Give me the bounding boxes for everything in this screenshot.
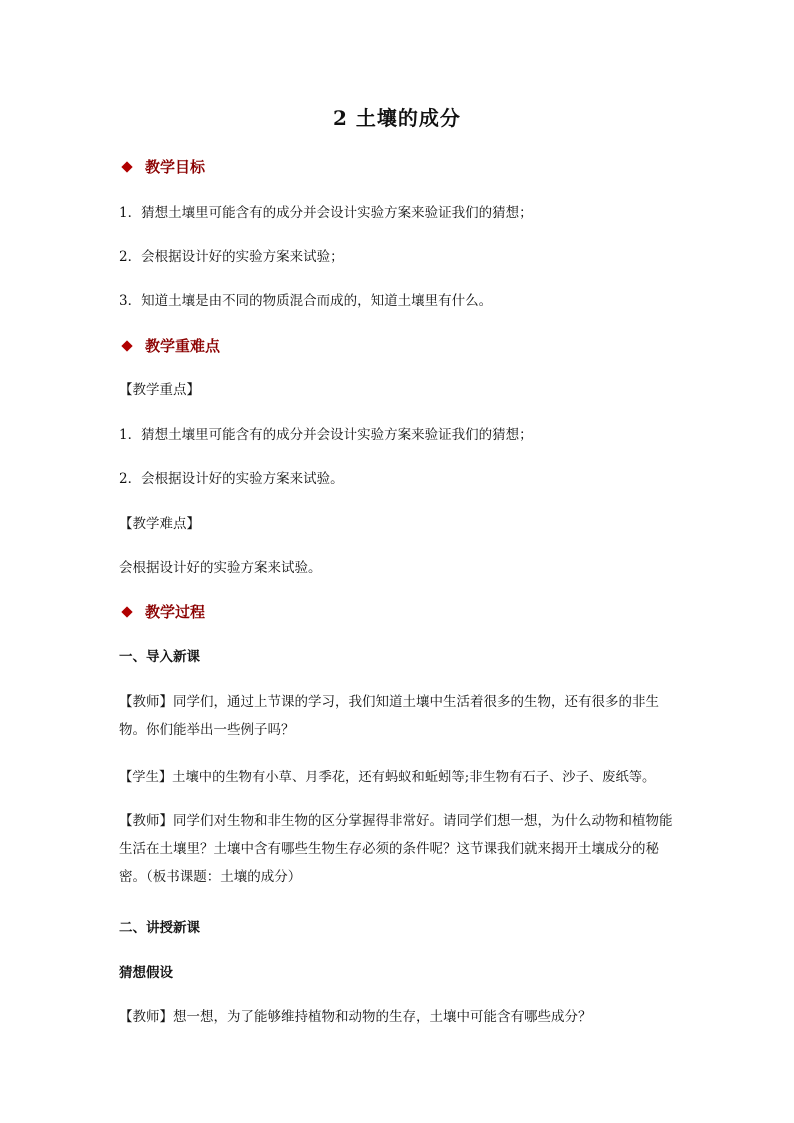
objective-item: 3．知道土壤是由不同的物质混合而成的，知道土壤里有什么。: [119, 293, 493, 309]
document-title: 2 土壤的成分: [333, 106, 461, 130]
dialog-paragraph: 【教师】同学们对生物和非生物的区分掌握得非常好。请同学们想一想，为什么动物和植物能生活在土壤里？土壤中含有哪些生物生存必须的条件呢？这节课我们就来揭开土壤成分的秘密。（板书课题：土壤的成分）: [119, 813, 673, 885]
diamond-bullet-icon: [121, 606, 132, 617]
difficulty-label: 【教学难点】: [119, 516, 200, 532]
section-heading-process: [119, 601, 205, 623]
objective-item: 2．会根据设计好的实验方案来试验；: [119, 249, 344, 265]
hypothesis-paragraph: 【教师】想一想，为了能够维持植物和动物的生存，土壤中可能含有哪些成分？: [119, 1009, 592, 1025]
focus-item: 1．猜想土壤里可能含有的成分并会设计实验方案来验证我们的猜想；: [119, 427, 533, 443]
dialog-paragraph: 【学生】土壤中的生物有小草、月季花，还有蚂蚁和蚯蚓等;非生物有石子、沙子、废纸等。: [119, 770, 656, 785]
section-heading-text: 教学目标: [145, 158, 206, 176]
section-heading-key-points: [119, 335, 220, 357]
part-title-intro: 一、导入新课: [119, 649, 200, 665]
section-heading-text: 教学过程: [145, 603, 206, 621]
focus-label: 【教学重点】: [119, 382, 200, 398]
dialog-paragraph: 【教师】同学们，通过上节课的学习，我们知道土壤中生活着很多的生物，还有很多的非生物。你们能举出一些例子吗？: [119, 694, 659, 738]
difficulty-text: 会根据设计好的实验方案来试验。: [119, 560, 322, 576]
section-heading-text: 教学重难点: [145, 337, 221, 355]
diamond-bullet-icon: [121, 161, 132, 172]
focus-item: 2．会根据设计好的实验方案来试验。: [119, 471, 344, 487]
part-title-new-lesson: 二、讲授新课: [119, 920, 200, 936]
section-heading-objectives: [119, 156, 205, 178]
subsection-title-hypothesis: 猜想假设: [119, 965, 173, 981]
diamond-bullet-icon: [121, 340, 132, 351]
objective-item: 1．猜想土壤里可能含有的成分并会设计实验方案来验证我们的猜想；: [119, 205, 533, 221]
